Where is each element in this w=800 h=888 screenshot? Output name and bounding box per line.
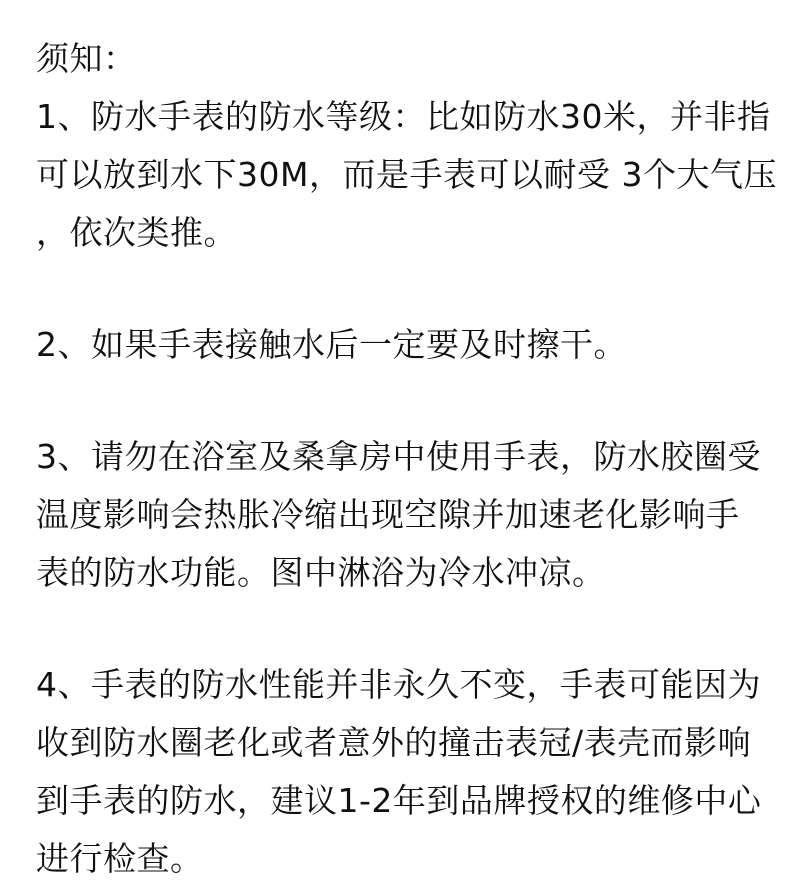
paragraph-gap xyxy=(36,262,776,316)
notice-item-1 xyxy=(36,88,776,262)
notice-item-line: 进行检查。 xyxy=(36,839,204,878)
notice-item-line: 表的防水功能。图中淋浴为冷水冲凉。 xyxy=(36,553,606,592)
notice-item-line: 到手表的防水，建议1-2年到品牌授权的维修中心 xyxy=(36,781,762,820)
notice-item-line: 收到防水圈老化或者意外的撞击表冠/表壳而影响 xyxy=(36,723,752,762)
notice-item-3 xyxy=(36,428,776,602)
paragraph-gap xyxy=(36,374,776,428)
paragraph-gap xyxy=(36,602,776,656)
notice-heading: 须知： xyxy=(36,39,137,78)
notice-item-line: 可以放到水下30M，而是手表可以耐受 3个大气压 xyxy=(36,155,777,194)
notice-document xyxy=(36,30,776,888)
notice-item-line: ，依次类推。 xyxy=(36,213,237,252)
notice-item-line: 2、如果手表接触水后一定要及时擦干。 xyxy=(36,325,627,364)
notice-item-line: 3、请勿在浴室及桑拿房中使用手表，防水胶圈受 xyxy=(36,437,761,476)
notice-item-line: 温度影响会热胀冷缩出现空隙并加速老化影响手 xyxy=(36,495,740,534)
notice-item-2 xyxy=(36,316,776,374)
notice-item-line: 4、手表的防水性能并非永久不变，手表可能因为 xyxy=(36,665,761,704)
notice-item-4 xyxy=(36,656,776,888)
notice-item-line: 1、防水手表的防水等级：比如防水30米，并非指 xyxy=(36,97,771,136)
